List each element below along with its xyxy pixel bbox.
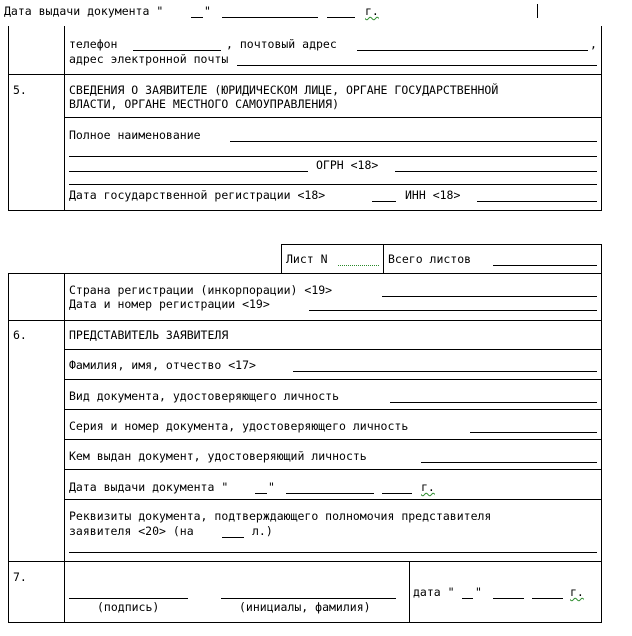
- total-sheets-field[interactable]: [493, 265, 597, 266]
- rep-doc-issuer-label: Кем выдан документ, удостоверяющий личность: [69, 449, 367, 463]
- reg-date-number-field[interactable]: [309, 310, 597, 311]
- signature-caption: (подпись): [97, 600, 160, 614]
- full-name-field-3[interactable]: [69, 171, 308, 172]
- full-name-field-1[interactable]: [230, 141, 597, 142]
- full-name-field-2[interactable]: [69, 156, 597, 157]
- sign-date-label: дата ": [413, 585, 455, 599]
- sheet-number-label: Лист N: [286, 252, 328, 266]
- text-cursor: [537, 4, 538, 18]
- reg-country-field[interactable]: [382, 296, 597, 297]
- table1-right-border: [601, 26, 602, 211]
- section5-title-line2: ВЛАСТИ, ОРГАНЕ МЕСТНОГО САМОУПРАВЛЕНИЯ): [69, 97, 340, 111]
- full-name-field-4[interactable]: [69, 184, 597, 185]
- section5-number: 5.: [13, 83, 27, 97]
- rep-doc-date-month-field[interactable]: [286, 493, 374, 494]
- sign-date-year-field[interactable]: [532, 598, 563, 599]
- table2-col-divider: [64, 273, 65, 623]
- rep-doc-series-field[interactable]: [470, 432, 597, 433]
- rep-doc-type-label: Вид документа, удостоверяющего личность: [69, 389, 340, 403]
- sheet-number-field[interactable]: [338, 265, 379, 266]
- postal-address-field[interactable]: [357, 50, 588, 51]
- rep-doc-date-day-field[interactable]: [255, 493, 267, 494]
- table2-right-border: [601, 273, 602, 623]
- table1-left-border: [8, 26, 9, 211]
- signature-field[interactable]: [69, 598, 188, 599]
- sign-date-month-field[interactable]: [493, 598, 524, 599]
- rep-doc-series-label: Серия и номер документа, удостоверяющего личность: [69, 419, 409, 433]
- issue-date-label: Дата выдачи документа ": [4, 4, 164, 18]
- email-field[interactable]: [237, 65, 597, 66]
- reg-date-number-label: Дата и номер регистрации <19>: [69, 297, 270, 311]
- inn-field[interactable]: [477, 201, 597, 202]
- phone-label: телефон: [69, 37, 118, 51]
- issue-date-month-field[interactable]: [222, 17, 318, 18]
- rep-fio-label: Фамилия, имя, отчество <17>: [69, 358, 256, 372]
- rep-authority-pages-field[interactable]: [222, 537, 244, 538]
- rep-authority-label-line1: Реквизиты документа, подтверждающего полномочия представителя: [69, 509, 492, 523]
- rep-fio-field[interactable]: [293, 371, 597, 372]
- initials-caption: (инициалы, фамилия): [239, 600, 371, 614]
- sign-date-day-field[interactable]: [462, 598, 473, 599]
- rep-doc-date-year-field[interactable]: [382, 493, 412, 494]
- full-name-label: Полное наименование: [69, 128, 201, 142]
- section5-title-line1: СВЕДЕНИЯ О ЗАЯВИТЕЛЕ (ЮРИДИЧЕСКОМ ЛИЦЕ, ОРГАНЕ ГОСУДАРСТВЕННОЙ: [69, 83, 499, 97]
- email-label: адрес электронной почты: [69, 52, 229, 66]
- ogrn-field[interactable]: [395, 171, 597, 172]
- reg-date-field[interactable]: [372, 201, 396, 202]
- initials-field[interactable]: [221, 598, 396, 599]
- section7-number: 7.: [13, 570, 27, 584]
- issue-date-year-field[interactable]: [327, 17, 355, 18]
- postal-label: , почтовый адрес: [226, 37, 337, 51]
- rep-authority-field[interactable]: [69, 552, 597, 553]
- ogrn-label: ОГРН <18>: [316, 158, 379, 172]
- rep-doc-issuer-field[interactable]: [421, 462, 597, 463]
- phone-field[interactable]: [133, 50, 221, 51]
- reg-date-label: Дата государственной регистрации <18>: [69, 188, 326, 202]
- table1-col-divider: [64, 26, 65, 211]
- inn-label: ИНН <18>: [405, 188, 461, 202]
- reg-country-label: Страна регистрации (инкорпорации) <19>: [69, 283, 333, 297]
- section6-title: ПРЕДСТАВИТЕЛЬ ЗАЯВИТЕЛЯ: [69, 328, 229, 342]
- rep-authority-label-line2: заявителя <20> (на: [69, 524, 194, 538]
- issue-date-day-field[interactable]: [191, 17, 203, 18]
- rep-doc-date-label: Дата выдачи документа ": [69, 480, 229, 494]
- table2-left-border: [8, 273, 9, 623]
- total-sheets-label: Всего листов: [388, 252, 472, 266]
- rep-doc-type-field[interactable]: [390, 402, 597, 403]
- section6-number: 6.: [13, 328, 27, 342]
